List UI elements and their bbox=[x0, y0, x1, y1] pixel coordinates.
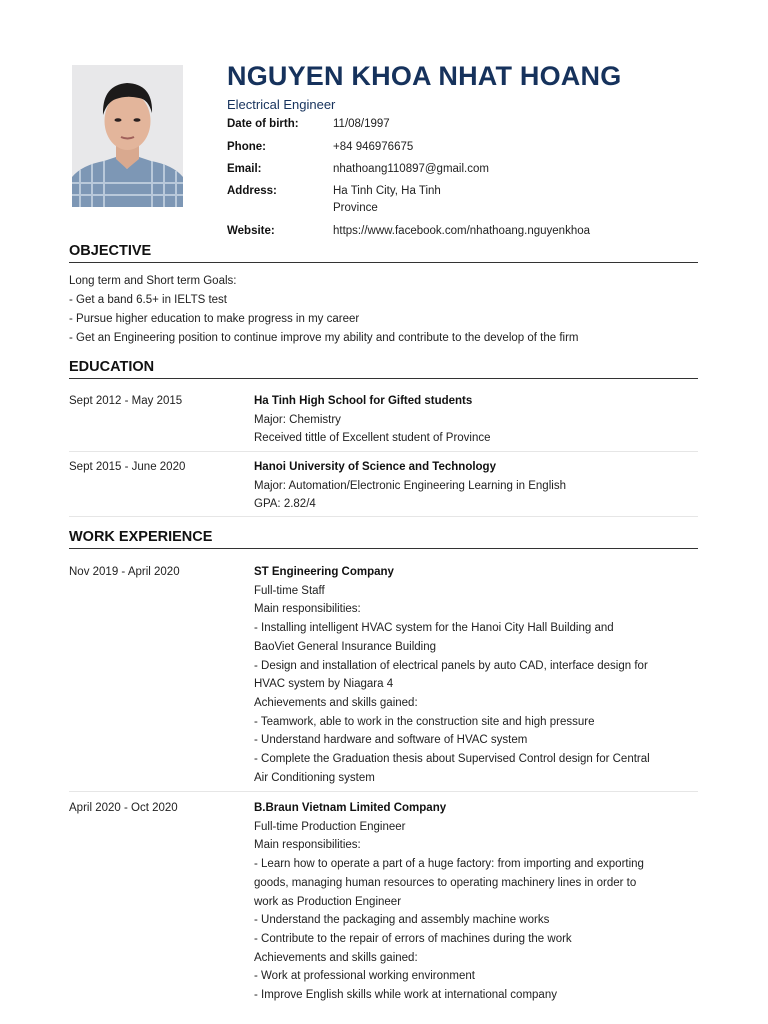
info-value: https://www.facebook.com/nhathoang.nguyenkhoa bbox=[333, 225, 591, 237]
info-label: Date of birth: bbox=[227, 118, 299, 130]
objective-text bbox=[69, 272, 578, 348]
entry-line: - Design and installation of electrical panels by auto CAD, interface design for bbox=[254, 659, 648, 672]
entry-org: ST Engineering Company bbox=[254, 566, 394, 578]
education-section bbox=[69, 356, 698, 379]
entry-line: HVAC system by Niagara 4 bbox=[254, 678, 394, 691]
info-label: Email: bbox=[227, 163, 262, 175]
entry-line: BaoViet General Insurance Building bbox=[254, 640, 436, 653]
entry-date: Sept 2015 - June 2020 bbox=[69, 461, 186, 473]
info-label: Phone: bbox=[227, 141, 266, 153]
info-value: Ha Tinh City, Ha Tinh Province bbox=[333, 185, 441, 214]
entry-line: Major: Automation/Electronic Engineering Learning in English bbox=[254, 479, 566, 492]
objective-line: - Pursue higher education to make progress in my career bbox=[69, 313, 360, 325]
entry-line: Main responsibilities: bbox=[254, 603, 361, 616]
entry-line: goods, managing human resources to operating machinery lines in order to bbox=[254, 876, 637, 889]
entry-body bbox=[254, 392, 684, 448]
entry-line: Full-time Production Engineer bbox=[254, 820, 406, 833]
entry-org: Hanoi University of Science and Technology bbox=[254, 461, 496, 473]
entry-line: - Work at professional working environment bbox=[254, 970, 475, 983]
entry-line: work as Production Engineer bbox=[254, 895, 402, 908]
entry-line: - Understand the packaging and assembly machine works bbox=[254, 914, 550, 927]
entry-org: B.Braun Vietnam Limited Company bbox=[254, 802, 447, 814]
entry-line: Major: Chemistry bbox=[254, 413, 341, 426]
entry-line: - Contribute to the repair of errors of machines during the work bbox=[254, 932, 572, 945]
entry-line: - Learn how to operate a part of a huge factory: from importing and exporting bbox=[254, 858, 644, 871]
entry-line: - Installing intelligent HVAC system for the Hanoi City Hall Building and bbox=[254, 622, 614, 635]
section-title: EDUCATION bbox=[69, 356, 698, 379]
entry-body bbox=[254, 458, 684, 514]
entry-body bbox=[254, 799, 684, 1005]
entry-line: - Understand hardware and software of HVAC system bbox=[254, 734, 528, 747]
entry-org: Ha Tinh High School for Gifted students bbox=[254, 395, 473, 407]
entry-line: Full-time Staff bbox=[254, 584, 325, 597]
info-label: Address: bbox=[227, 185, 277, 197]
entry-line: - Teamwork, able to work in the construction site and high pressure bbox=[254, 715, 595, 728]
entry-line: - Improve English skills while work at international company bbox=[254, 989, 557, 1002]
entry-divider bbox=[69, 451, 698, 452]
section-title: WORK EXPERIENCE bbox=[69, 526, 698, 549]
objective-section bbox=[69, 240, 698, 263]
candidate-name: NGUYEN KHOA NHAT HOANG bbox=[227, 61, 622, 91]
info-label: Website: bbox=[227, 225, 275, 237]
section-title: OBJECTIVE bbox=[69, 240, 698, 263]
objective-line: Long term and Short term Goals: bbox=[69, 275, 237, 287]
entry-line: Main responsibilities: bbox=[254, 839, 361, 852]
info-value: 11/08/1997 bbox=[333, 118, 390, 130]
entry-body bbox=[254, 563, 684, 787]
entry-date: Sept 2012 - May 2015 bbox=[69, 395, 183, 407]
profile-photo bbox=[72, 65, 183, 207]
entry-divider bbox=[69, 791, 698, 792]
entry-line: Achievements and skills gained: bbox=[254, 696, 418, 709]
entry-divider bbox=[69, 516, 698, 517]
objective-line: - Get a band 6.5+ in IELTS test bbox=[69, 294, 228, 306]
entry-date: Nov 2019 - April 2020 bbox=[69, 566, 180, 578]
entry-line: Received tittle of Excellent student of Province bbox=[254, 432, 491, 445]
candidate-role: Electrical Engineer bbox=[227, 97, 336, 112]
entry-line: Air Conditioning system bbox=[254, 771, 375, 784]
entry-date: April 2020 - Oct 2020 bbox=[69, 802, 178, 814]
objective-line: - Get an Engineering position to continue improve my ability and contribute to the develop of the firm bbox=[69, 332, 579, 344]
entry-line: Achievements and skills gained: bbox=[254, 951, 418, 964]
work-section bbox=[69, 526, 698, 549]
entry-line: - Complete the Graduation thesis about Supervised Control design for Central bbox=[254, 753, 650, 766]
entry-line: GPA: 2.82/4 bbox=[254, 498, 316, 511]
info-value: +84 946976675 bbox=[333, 141, 414, 153]
info-value: nhathoang110897@gmail.com bbox=[333, 163, 489, 175]
